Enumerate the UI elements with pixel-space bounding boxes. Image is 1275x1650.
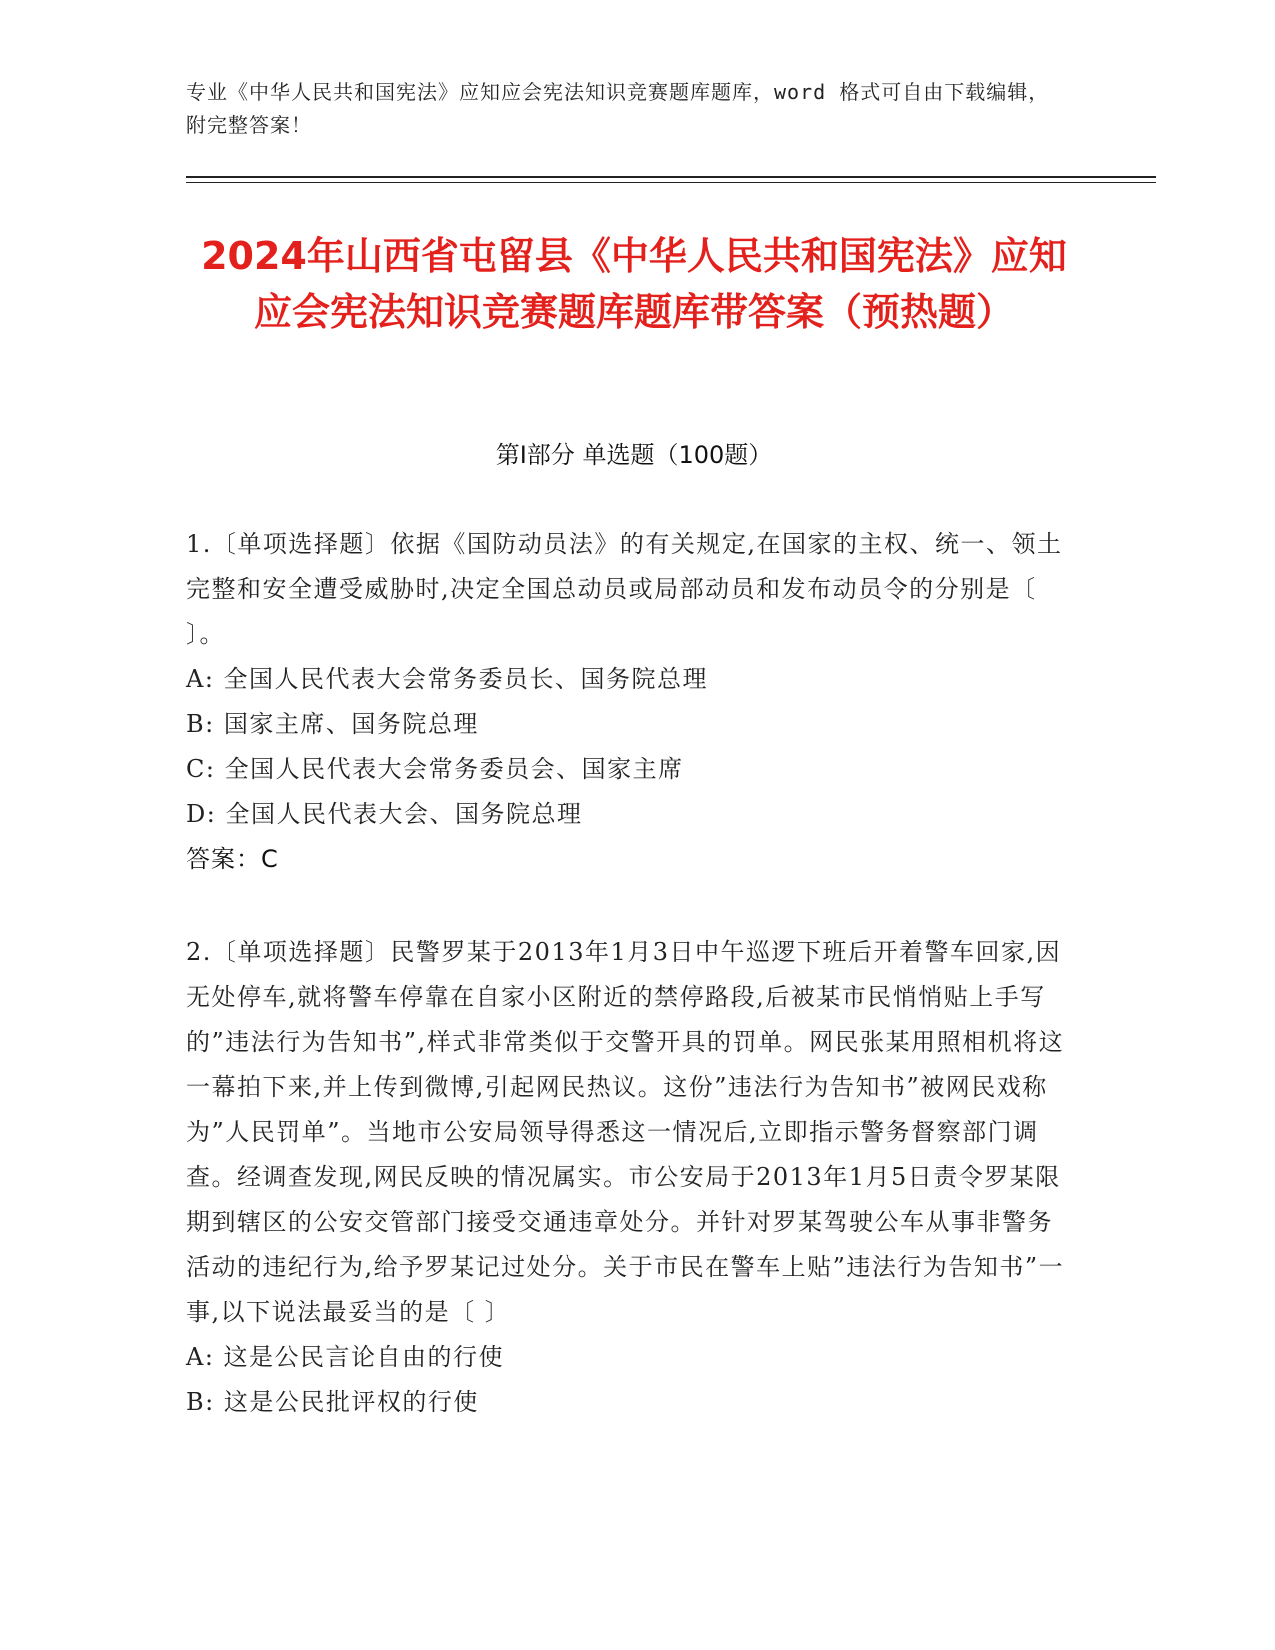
question-stem: 2.〔单项选择题〕民警罗某于2013年1月3日中午巡逻下班后开着警车回家,因无处停车,就将警车停靠在自家小区附近的禁停路段,后被某市民悄悄贴上手写的”违法行为告知书”,样式非常类似于交警开具的罚单。网民张某用照相机将这一幕拍下来,并上传到微博,引起网民热议。这份”违法行为告知书”被网民戏称为”人民罚单”。当地市公安局领导得悉这一情况后,立即指示警务督察部门调查。经调查发现,网民反映的情况属实。市公安局于2013年1月5日责令罗某限期到辖区的公安交管部门接受交通违章处分。并针对罗某驾驶公车从事非警务活动的违纪行为,给予罗某记过处分。关于市民在警车上贴”违法行为告知书”一事,以下说法最妥当的是〔 〕 (186, 938, 1065, 1326)
option-d: D: 全国人民代表大会、国务院总理 (186, 800, 583, 828)
header-divider (186, 176, 1156, 178)
option-c: C: 全国人民代表大会常务委员会、国家主席 (186, 755, 684, 783)
header-note: 专业《中华人民共和国宪法》应知应会宪法知识竞赛题库题库，word 格式可自由下载编辑，附完整答案！ (186, 80, 1050, 137)
question-stem: 1.〔单项选择题〕依据《国防动员法》的有关规定,在国家的主权、统一、领土完整和安全遭受威胁时,决定全国总动员或局部动员和发布动员令的分别是〔 〕。 (186, 530, 1063, 648)
section-title: 第Ⅰ部分 单选题（100题） (495, 441, 773, 469)
option-b: B: 这是公民批评权的行使 (186, 1388, 479, 1416)
option-b: B: 国家主席、国务院总理 (186, 710, 479, 738)
option-a: A: 全国人民代表大会常务委员长、国务院总理 (186, 665, 709, 693)
option-a: A: 这是公民言论自由的行使 (186, 1343, 505, 1371)
answer: 答案：C (186, 845, 279, 873)
question-2 (186, 930, 1076, 1425)
question-1 (186, 522, 1076, 882)
header-divider-thin (186, 182, 1156, 183)
document-title: 2024年山西省屯留县《中华人民共和国宪法》应知应会宪法知识竞赛题库题库带答案（预热题） (201, 234, 1067, 334)
